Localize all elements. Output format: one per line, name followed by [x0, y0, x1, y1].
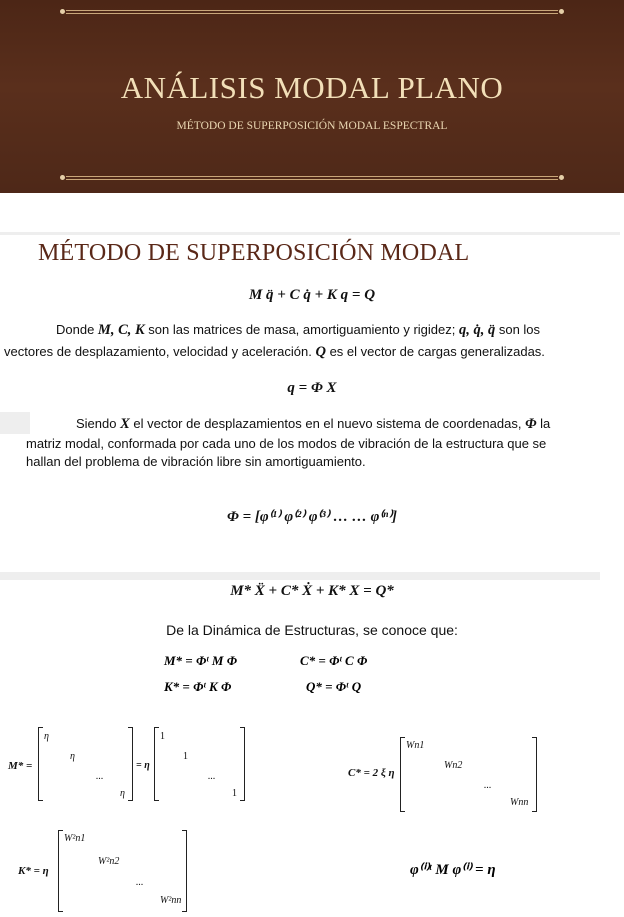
cstar-right-bracket [532, 737, 537, 812]
top-ornament [60, 9, 564, 15]
kstar-cell-dots: ... [136, 877, 144, 888]
mstar-equals-eta: = η [136, 760, 150, 771]
paragraph-1-line-2: vectores de desplazamiento, velocidad y aceleración. Q es el vector de cargas generalizadas. [4, 344, 545, 360]
paragraph-2-line-3: hallan del problema de vibración libre sin amortiguamiento. [26, 454, 366, 469]
mstar-right-bracket-2 [240, 727, 245, 801]
identity-cell-22: 1 [183, 751, 188, 762]
modal-matrix-equation: Φ = [φ⁽¹⁾ φ⁽²⁾ φ⁽³⁾ … … φ⁽ⁿ⁾] [227, 509, 397, 525]
kstar-left-bracket [58, 830, 63, 912]
bottom-ornament [60, 175, 564, 181]
kstar-cell-nn: W²nn [160, 895, 182, 906]
paragraph-2-line-1: Siendo X el vector de desplazamientos en el nuevo sistema de coordenadas, Φ la [76, 416, 551, 432]
uncoupled-equation: M* Ẍ + C* Ẋ + K* X = Q* [230, 583, 394, 599]
mstar-cell-11: η [44, 731, 49, 742]
mstar-matrix-label: M* = [8, 760, 33, 772]
cstar-cell-22: Wn2 [444, 760, 463, 771]
mstar-left-bracket-2 [154, 727, 159, 801]
identity-cell-11: 1 [160, 731, 165, 742]
scan-band-2 [0, 572, 600, 580]
banner-subtitle: MÉTODO DE SUPERPOSICIÓN MODAL ESPECTRAL [176, 120, 448, 132]
paragraph-3: De la Dinámica de Estructuras, se conoce que: [166, 622, 458, 638]
scan-band [0, 232, 620, 235]
equation-of-motion: M q̈ + C q̇ + K q = Q [248, 287, 376, 303]
section-heading: MÉTODO DE SUPERPOSICIÓN MODAL [38, 240, 470, 266]
identity-cell-dots: ... [208, 771, 216, 782]
title-banner [0, 0, 624, 193]
kstar-definition: K* = Φᵗ K Φ [164, 679, 232, 694]
paragraph-2-line-2: matriz modal, conformada por cada uno de los modos de vibración de la estructura que se [26, 436, 547, 451]
cstar-cell-11: Wn1 [406, 740, 425, 751]
kstar-right-bracket [182, 830, 187, 912]
cstar-left-bracket [400, 737, 405, 812]
kstar-cell-11: W²n1 [64, 833, 86, 844]
mstar-definition: M* = Φᵗ M Φ [164, 653, 237, 668]
cstar-cell-nn: Wnn [510, 797, 529, 808]
identity-cell-nn: 1 [232, 788, 237, 799]
mstar-right-bracket-1 [128, 727, 133, 801]
mstar-cell-22: η [70, 751, 75, 762]
kstar-matrix-label: K* = η [18, 865, 49, 877]
kstar-cell-22: W²n2 [98, 856, 120, 867]
scan-mark [0, 412, 30, 434]
qstar-definition: Q* = Φᵗ Q [306, 679, 362, 694]
mstar-cell-dots: ... [96, 771, 104, 782]
paragraph-1-line-1: Donde M, C, K son las matrices de masa, amortiguamiento y rigidez; q, q̇, q̈ son los [56, 322, 541, 338]
mstar-cell-nn: η [120, 788, 125, 799]
cstar-matrix-label: C* = 2 ξ η [348, 767, 395, 779]
cstar-definition: C* = Φᵗ C Φ [300, 653, 368, 668]
normalization-equation: φ⁽ⁱ⁾ᵗ M φ⁽ⁱ⁾ = η [410, 862, 496, 878]
mstar-left-bracket-1 [38, 727, 43, 801]
cstar-cell-dots: ... [484, 780, 492, 791]
coordinate-transform-equation: q = Φ X [287, 380, 337, 396]
banner-title: ANÁLISIS MODAL PLANO [120, 70, 504, 105]
